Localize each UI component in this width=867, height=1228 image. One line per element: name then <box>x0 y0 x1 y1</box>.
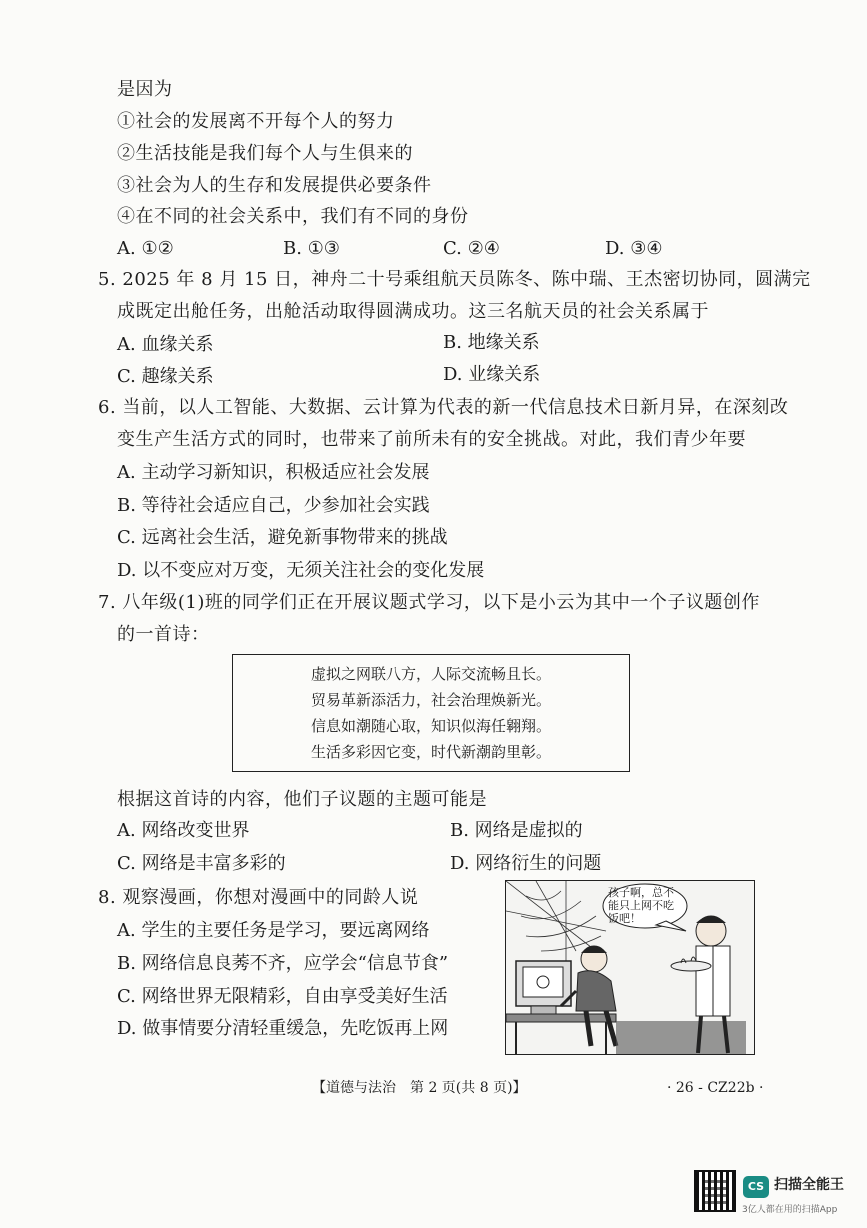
qr-code-icon <box>694 1170 736 1212</box>
q4-option-d: D. ③④ <box>605 238 663 259</box>
q4-item-1: ①社会的发展离不开每个人的努力 <box>117 111 395 132</box>
q5-option-c: C. 趣缘关系 <box>117 366 214 387</box>
q6-option-b: B. 等待社会适应自己，少参加社会实践 <box>117 495 430 516</box>
q4-stem-end: 是因为 <box>117 79 173 100</box>
q5-option-a: A. 血缘关系 <box>117 334 214 355</box>
q8-option-b: B. 网络信息良莠不齐，应学会“信息节食” <box>117 953 449 974</box>
q8-option-a: A. 学生的主要任务是学习，要远离网络 <box>117 920 430 941</box>
q5-stem-line1: 5. 2025 年 8 月 15 日，神舟二十号乘组航天员陈冬、陈中瑞、王杰密切协同，圆满完 <box>98 269 811 290</box>
q8-option-c: C. 网络世界无限精彩，自由享受美好生活 <box>117 986 448 1007</box>
cartoon-image <box>505 880 755 1055</box>
q7-stem-line2: 的一首诗： <box>117 624 210 645</box>
q5-stem-line2: 成既定出舱任务，出舱活动取得圆满成功。这三名航天员的社会关系属于 <box>117 301 709 322</box>
q4-option-c: C. ②④ <box>443 238 500 259</box>
q7-option-a: A. 网络改变世界 <box>117 820 250 841</box>
q7-option-b: B. 网络是虚拟的 <box>450 820 583 841</box>
camscanner-logo-icon: CS <box>743 1176 769 1198</box>
q6-option-d: D. 以不变应对万变，无须关注社会的变化发展 <box>117 560 485 581</box>
scanner-brand-tagline: 3亿人都在用的扫描App <box>742 1205 838 1215</box>
q6-option-c: C. 远离社会生活，避免新事物带来的挑战 <box>117 527 448 548</box>
q4-item-2: ②生活技能是我们每个人与生俱来的 <box>117 143 413 164</box>
poem-line-3: 信息如潮随心取，知识似海任翱翔。 <box>310 717 551 735</box>
q4-option-b: B. ①③ <box>283 238 340 259</box>
poem-box <box>232 654 630 772</box>
q7-question: 根据这首诗的内容，他们子议题的主题可能是 <box>117 789 487 810</box>
page-footer-code: · 26 - CZ22b · <box>667 1080 764 1096</box>
q7-option-d: D. 网络衍生的问题 <box>450 853 602 874</box>
cartoon-speech-bubble: 孩子啊，总不能只上网不吃饭吧！ <box>608 886 674 925</box>
poem-line-4: 生活多彩因它变，时代新潮韵里彰。 <box>310 743 551 761</box>
poem-line-1: 虚拟之网联八方，人际交流畅且长。 <box>310 665 551 683</box>
q5-option-d: D. 业缘关系 <box>443 364 541 385</box>
q5-option-b: B. 地缘关系 <box>443 332 540 353</box>
poem-line-2: 贸易革新添活力，社会治理焕新光。 <box>310 691 551 709</box>
scanner-brand-name: 扫描全能王 <box>774 1177 844 1193</box>
q4-option-a: A. ①② <box>117 238 174 259</box>
q6-option-a: A. 主动学习新知识，积极适应社会发展 <box>117 462 430 483</box>
q4-item-4: ④在不同的社会关系中，我们有不同的身份 <box>117 206 469 227</box>
q7-option-c: C. 网络是丰富多彩的 <box>117 853 286 874</box>
q7-stem-line1: 7. 八年级(1)班的同学们正在开展议题式学习，以下是小云为其中一个子议题创作 <box>98 592 760 613</box>
q4-item-3: ③社会为人的生存和发展提供必要条件 <box>117 175 432 196</box>
page-footer-center: 【道德与法治 第 2 页(共 8 页)】 <box>312 1080 527 1096</box>
q8-stem: 8. 观察漫画，你想对漫画中的同龄人说 <box>98 887 419 908</box>
q8-option-d: D. 做事情要分清轻重缓急，先吃饭再上网 <box>117 1018 449 1039</box>
q6-stem-line1: 6. 当前，以人工智能、大数据、云计算为代表的新一代信息技术日新月异，在深刻改 <box>98 397 789 418</box>
q6-stem-line2: 变生产生活方式的同时，也带来了前所未有的安全挑战。对此，我们青少年要 <box>117 429 746 450</box>
